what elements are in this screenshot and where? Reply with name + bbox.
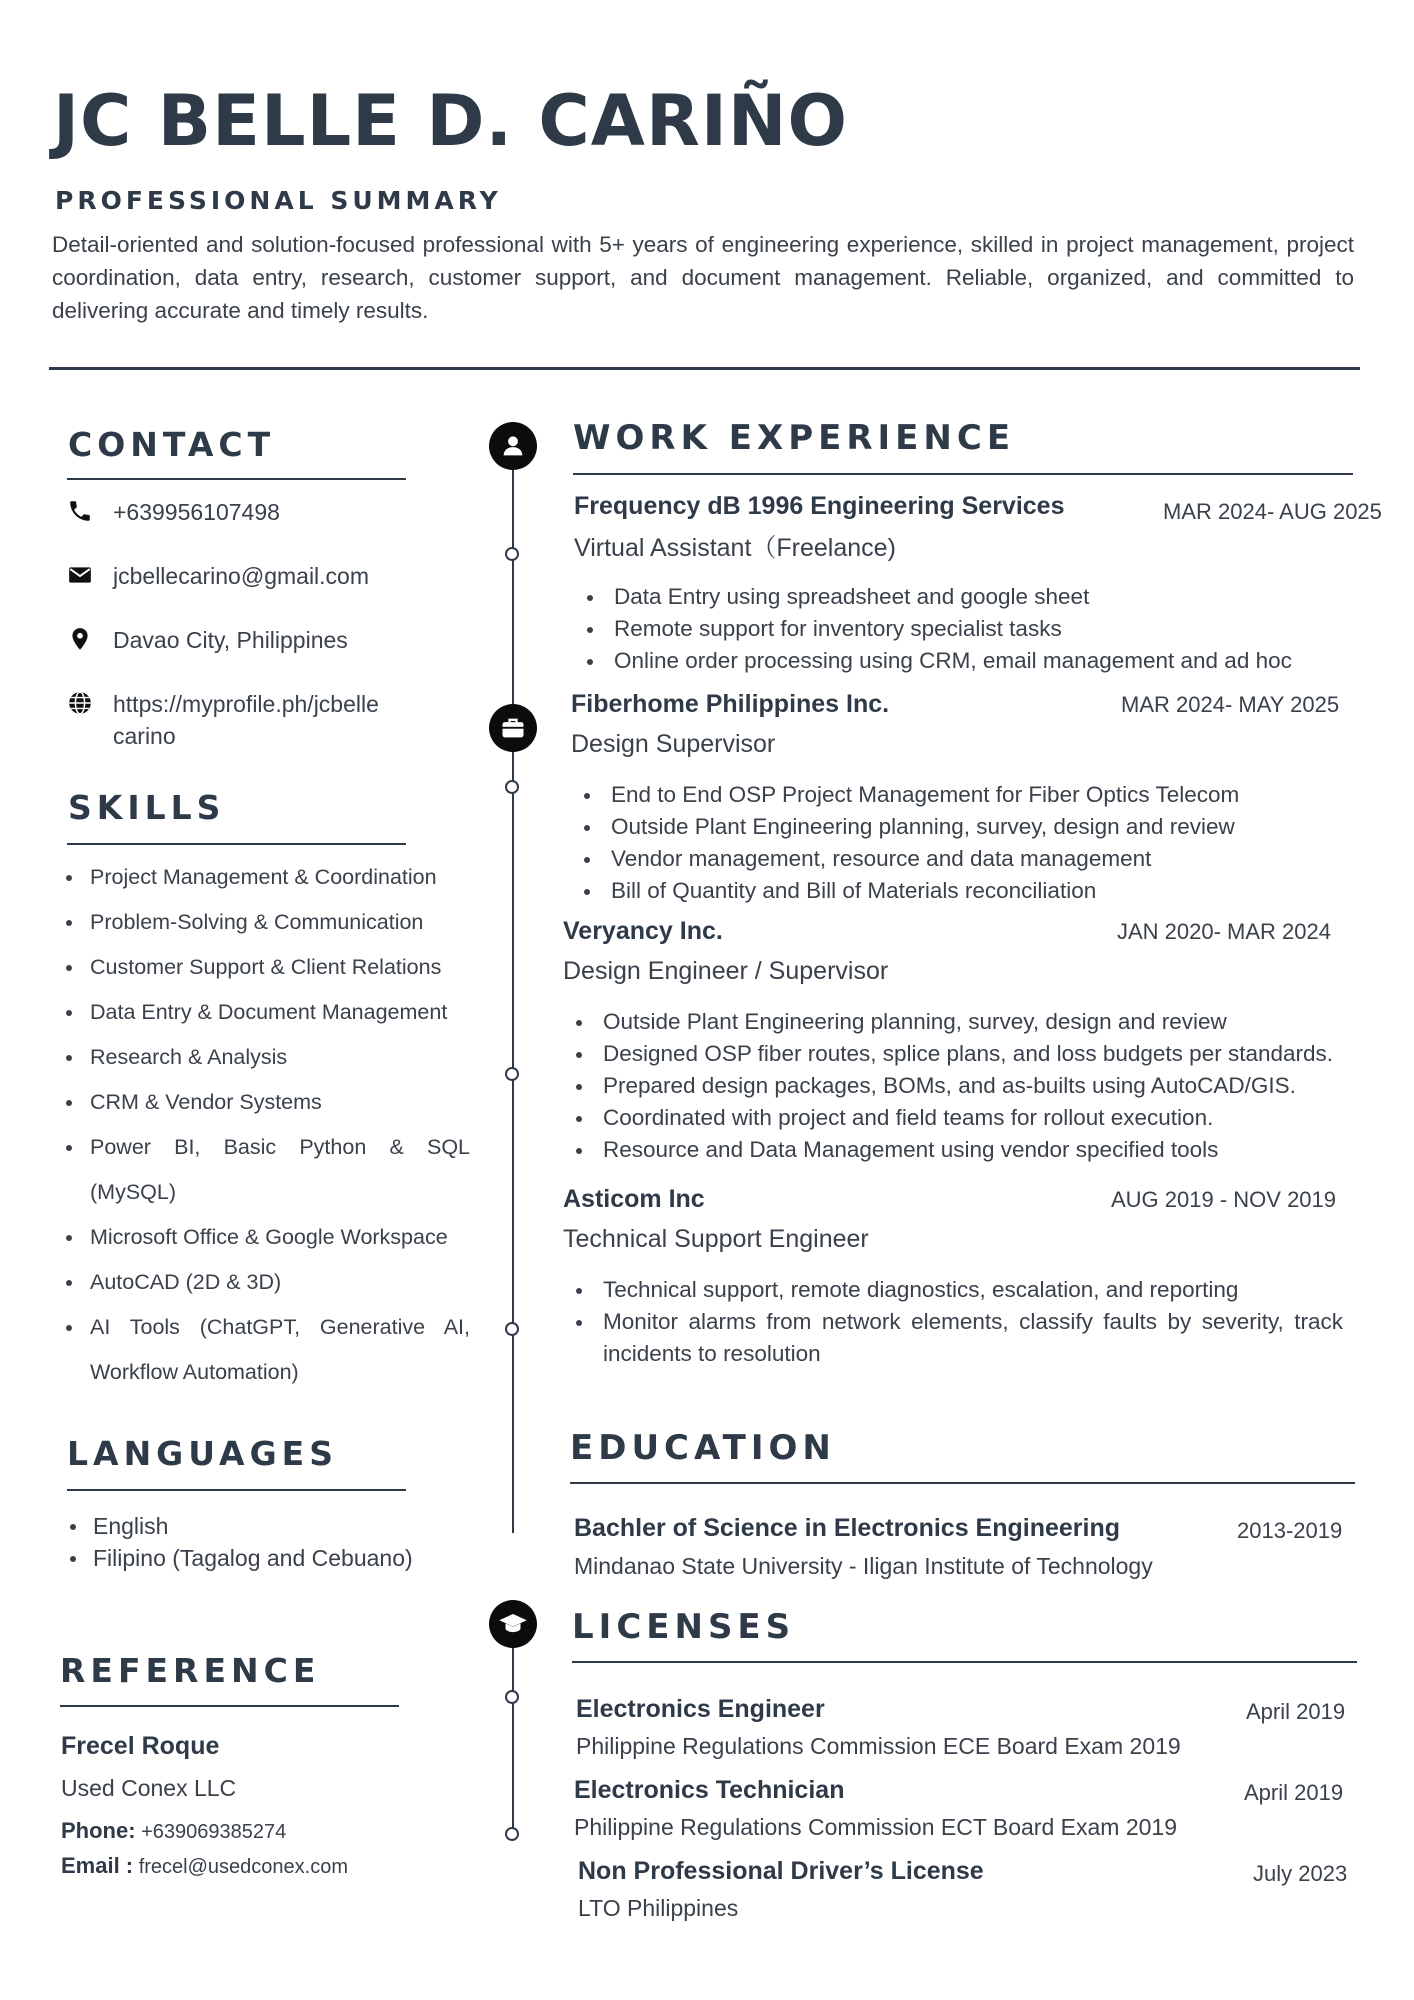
job-bullet: Data Entry using spreadsheet and google sheet: [574, 581, 1354, 613]
reference-phone: [61, 1818, 286, 1844]
license-date: April 2019: [1246, 1699, 1346, 1724]
skill-item: Problem-Solving & Communication: [60, 900, 470, 945]
timeline-briefcase-circle: [489, 704, 537, 752]
contact-location-text: Davao City, Philippines: [113, 627, 348, 653]
license-title: Non Professional Driver’s License: [578, 1857, 984, 1885]
skill-item: Customer Support & Client Relations: [60, 945, 470, 990]
contact-phone: [67, 496, 413, 528]
license-title: Electronics Technician: [574, 1776, 845, 1804]
job-bullet: Monitor alarms from network elements, classify faults by severity, track incidents to resolution: [563, 1306, 1343, 1370]
skills-divider: [67, 843, 406, 845]
contact-email: [67, 560, 413, 592]
reference-divider: [60, 1705, 399, 1707]
graduation-cap-icon: [498, 1609, 528, 1639]
contact-website: [67, 688, 413, 752]
reference-company: Used Conex LLC: [61, 1775, 237, 1801]
job-bullets: [571, 779, 1351, 907]
license-issuer: LTO Philippines: [578, 1895, 739, 1921]
full-name: JC BELLE D. CARIÑO: [53, 80, 849, 162]
reference-heading: REFERENCE: [60, 1651, 321, 1690]
job-bullets: [574, 581, 1354, 677]
job-bullet: Designed OSP fiber routes, splice plans, and loss budgets per standards.: [563, 1038, 1355, 1070]
license-title: Electronics Engineer: [576, 1695, 825, 1723]
job-bullet: End to End OSP Project Management for Fiber Optics Telecom: [571, 779, 1351, 811]
timeline-node: [505, 1690, 519, 1704]
job-bullet: Coordinated with project and field teams for rollout execution.: [563, 1102, 1355, 1134]
contact-location: [67, 624, 413, 656]
license-date: July 2023: [1253, 1861, 1348, 1886]
education-school: Mindanao State University - Iligan Institute of Technology: [574, 1553, 1153, 1579]
person-icon: [499, 432, 527, 460]
envelope-icon: [67, 562, 93, 588]
job-bullet: Technical support, remote diagnostics, escalation, and reporting: [563, 1274, 1343, 1306]
skills-heading: SKILLS: [68, 788, 226, 827]
job-dates: JAN 2020- MAR 2024: [1117, 919, 1331, 944]
skill-item: Power BI, Basic Python & SQL (MySQL): [60, 1125, 470, 1215]
job-bullet: Outside Plant Engineering planning, survey, design and review: [563, 1006, 1355, 1038]
timeline-node: [505, 780, 519, 794]
language-item: Filipino (Tagalog and Cebuano): [62, 1542, 413, 1574]
reference-email: [61, 1853, 348, 1879]
job-role: Technical Support Engineer: [563, 1225, 869, 1253]
timeline-person-circle: [489, 422, 537, 470]
header-divider: [49, 367, 1360, 370]
skill-item: Project Management & Coordination: [60, 855, 470, 900]
reference-email-value[interactable]: frecel@usedconex.com: [138, 1856, 348, 1878]
languages-divider: [67, 1489, 406, 1491]
timeline-node: [505, 1067, 519, 1081]
job-role: Virtual Assistant（Freelance): [574, 534, 896, 562]
skill-item: Data Entry & Document Management: [60, 990, 470, 1035]
education-years: 2013-2019: [1237, 1518, 1343, 1543]
licenses-divider: [572, 1661, 1357, 1663]
languages-list: [62, 1510, 413, 1574]
job-bullets: [563, 1274, 1343, 1370]
summary-text: Detail-oriented and solution-focused professional with 5+ years of engineering experience, skilled in project management, project coordination, data entry, research, customer support, and document management. Reliable, organized, and committed to delivering accurate and timely results.: [52, 232, 1354, 323]
contact-heading: CONTACT: [68, 425, 276, 464]
work-experience-heading: WORK EXPERIENCE: [573, 418, 1016, 458]
reference-email-label: Email :: [61, 1853, 134, 1878]
skills-list: [60, 855, 470, 1395]
work-experience-divider: [573, 473, 1353, 475]
job-role: Design Supervisor: [571, 730, 776, 758]
languages-heading: LANGUAGES: [67, 1434, 338, 1473]
job-role: Design Engineer / Supervisor: [563, 957, 889, 985]
license-issuer: Philippine Regulations Commission ECT Board Exam 2019: [574, 1814, 1177, 1840]
skill-item: AutoCAD (2D & 3D): [60, 1260, 470, 1305]
job-bullet: Prepared design packages, BOMs, and as-builts using AutoCAD/GIS.: [563, 1070, 1355, 1102]
license-date: April 2019: [1244, 1780, 1344, 1805]
job-dates: MAR 2024- AUG 2025: [1163, 499, 1382, 524]
skill-item: Research & Analysis: [60, 1035, 470, 1080]
job-company: Fiberhome Philippines Inc.: [571, 690, 890, 718]
job-dates: AUG 2019 - NOV 2019: [1111, 1187, 1337, 1212]
job-bullet: Bill of Quantity and Bill of Materials reconciliation: [571, 875, 1351, 907]
skill-item: AI Tools (ChatGPT, Generative AI, Workflow Automation): [60, 1305, 470, 1395]
job-company: Frequency dB 1996 Engineering Services: [574, 492, 1065, 520]
skill-item: Microsoft Office & Google Workspace: [60, 1215, 470, 1260]
timeline-cap-circle: [489, 1600, 537, 1648]
education-heading: EDUCATION: [570, 1428, 836, 1468]
contact-phone-text: +639956107498: [113, 499, 280, 525]
language-item: English: [62, 1510, 413, 1542]
reference-phone-value: +639069385274: [141, 1821, 287, 1843]
contact-divider: [67, 478, 406, 480]
contact-email-text: jcbellecarino@gmail.com: [113, 563, 369, 589]
job-bullet: Vendor management, resource and data management: [571, 843, 1351, 875]
timeline-line: [512, 448, 514, 1533]
job-company: Veryancy Inc.: [563, 917, 723, 945]
briefcase-icon: [499, 714, 527, 742]
reference-phone-label: Phone:: [61, 1818, 136, 1843]
contact-website-text[interactable]: https://myprofile.ph/jcbelle carino: [113, 691, 379, 749]
timeline-node: [505, 1827, 519, 1841]
license-issuer: Philippine Regulations Commission ECE Board Exam 2019: [576, 1733, 1181, 1759]
skill-item: CRM & Vendor Systems: [60, 1080, 470, 1125]
job-dates: MAR 2024- MAY 2025: [1121, 692, 1340, 717]
reference-name: Frecel Roque: [61, 1732, 220, 1760]
job-company: Asticom Inc: [563, 1185, 705, 1213]
timeline-node: [505, 1322, 519, 1336]
licenses-heading: LICENSES: [572, 1607, 796, 1647]
job-bullet: Online order processing using CRM, email management and ad hoc: [574, 645, 1354, 677]
summary-heading: PROFESSIONAL SUMMARY: [55, 186, 502, 215]
education-degree: Bachler of Science in Electronics Engineering: [574, 1514, 1120, 1542]
phone-icon: [67, 498, 93, 524]
job-bullet: Remote support for inventory specialist tasks: [574, 613, 1354, 645]
timeline-line-lower: [512, 1628, 514, 1835]
job-bullets: [563, 1006, 1355, 1166]
globe-icon: [67, 690, 93, 716]
timeline-node: [505, 547, 519, 561]
job-bullet: Outside Plant Engineering planning, survey, design and review: [571, 811, 1351, 843]
job-bullet: Resource and Data Management using vendor specified tools: [563, 1134, 1355, 1166]
education-divider: [570, 1482, 1355, 1484]
location-pin-icon: [67, 626, 93, 652]
